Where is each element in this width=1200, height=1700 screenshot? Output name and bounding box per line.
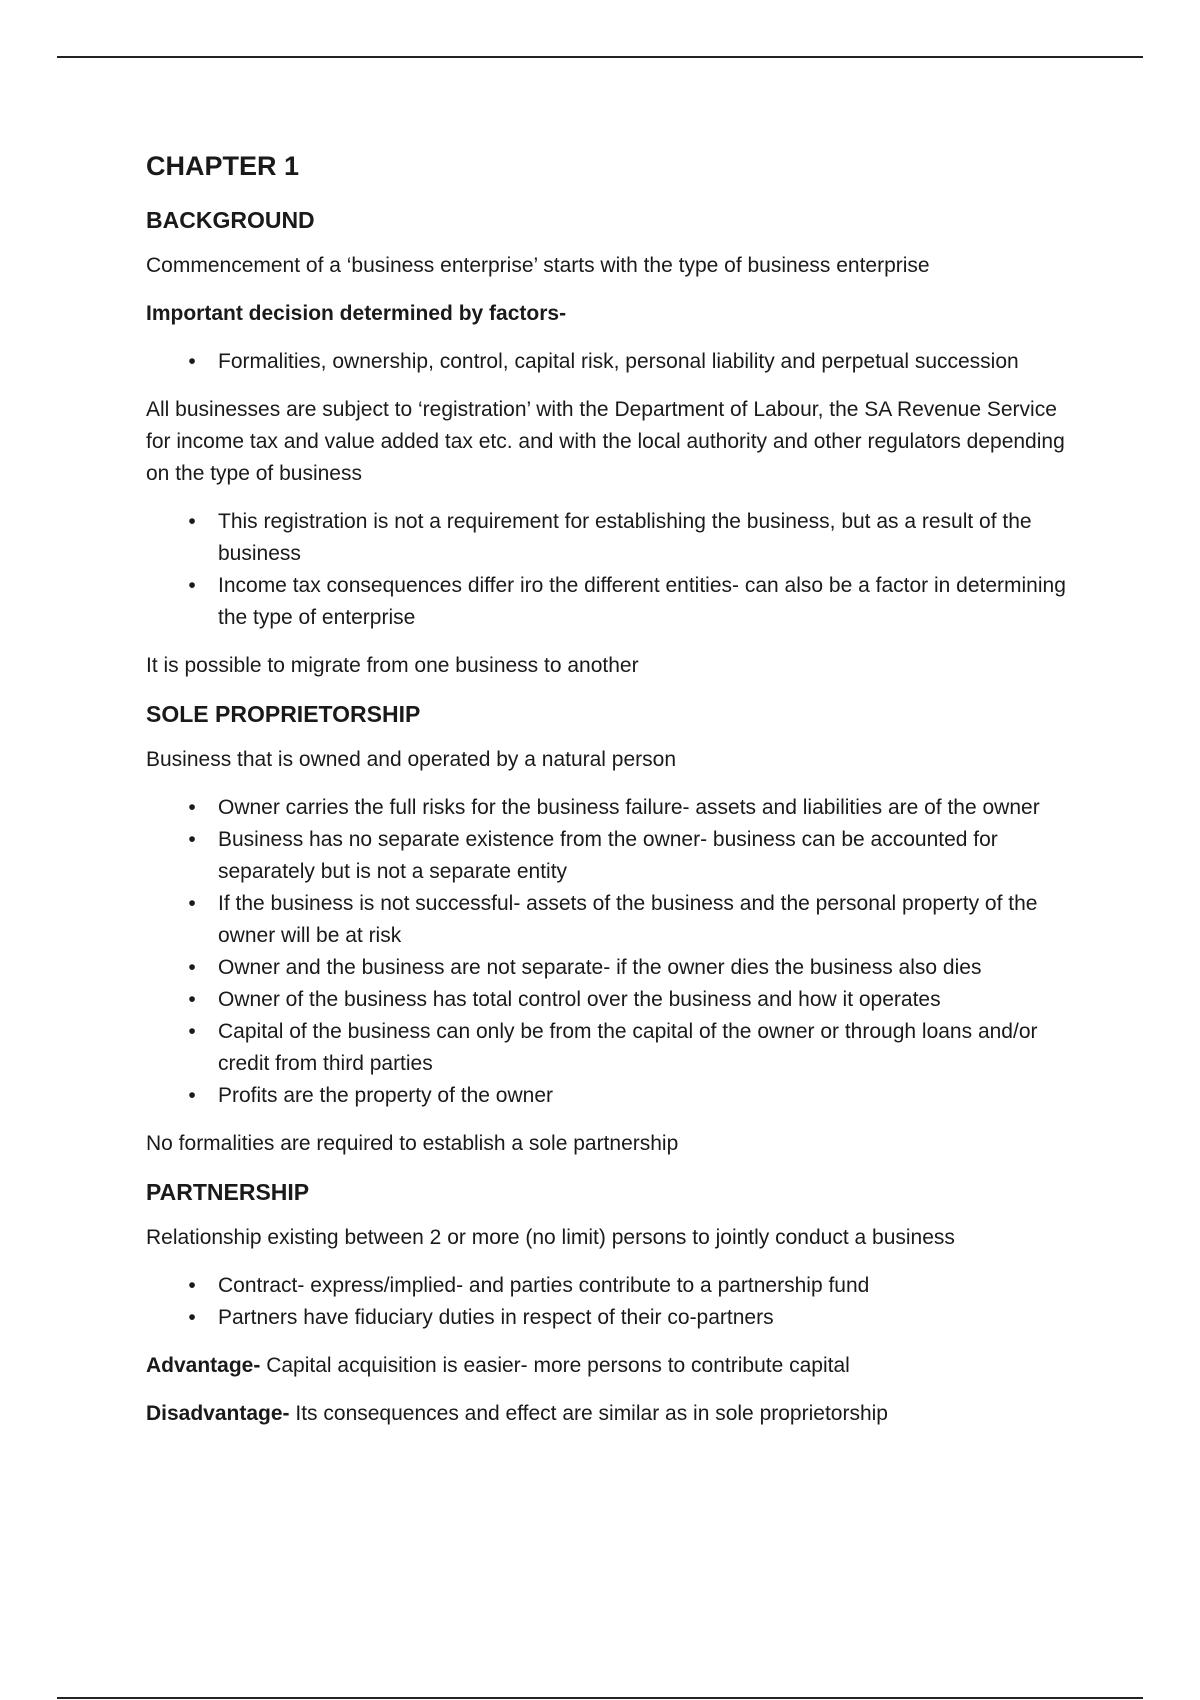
disadvantage-text: Its consequences and effect are similar as in sole proprietorship	[289, 1402, 888, 1425]
partnership-list	[146, 1270, 1066, 1334]
disadvantage-paragraph	[146, 1398, 1066, 1430]
page-bottom-rule	[57, 1697, 1143, 1699]
background-heading: BACKGROUND	[146, 207, 315, 233]
bullet-icon: •	[188, 1084, 196, 1107]
partnership-heading: PARTNERSHIP	[146, 1179, 310, 1205]
document-body	[146, 148, 1066, 1446]
sole-proprietorship-list	[146, 792, 1066, 1112]
partnership-intro: Relationship existing between 2 or more (no limit) persons to jointly conduct a business	[146, 1226, 955, 1249]
bullet-icon: •	[188, 956, 196, 979]
migration-paragraph: It is possible to migrate from one business to another	[146, 654, 639, 677]
list-item: • Owner of the business has total control over the business and how it operates	[218, 984, 1066, 1016]
bullet-icon: •	[188, 828, 196, 851]
bullet-icon: •	[188, 892, 196, 915]
sole-proprietorship-intro: Business that is owned and operated by a natural person	[146, 748, 677, 771]
bullet-icon: •	[188, 350, 196, 373]
chapter-title: CHAPTER 1	[146, 151, 300, 181]
list-item: • Business has no separate existence from the owner- business can be accounted for separately but is not a separate entity	[218, 824, 1066, 888]
page-top-rule	[57, 56, 1143, 58]
list-item: • Profits are the property of the owner	[218, 1080, 1066, 1112]
bullet-icon: •	[188, 1020, 196, 1043]
list-item: • Income tax consequences differ iro the different entities- can also be a factor in determining the type of enterprise	[218, 570, 1066, 634]
advantage-label: Advantage-	[146, 1354, 261, 1377]
bullet-icon: •	[188, 574, 196, 597]
decision-label: Important decision determined by factors-	[146, 302, 567, 325]
bullet-icon: •	[188, 796, 196, 819]
list-item: • Contract- express/implied- and parties contribute to a partnership fund	[218, 1270, 1066, 1302]
bullet-icon: •	[188, 988, 196, 1011]
bullet-icon: •	[188, 510, 196, 533]
list-item: • Formalities, ownership, control, capital risk, personal liability and perpetual succession	[218, 346, 1066, 378]
registration-list	[146, 506, 1066, 634]
bullet-icon: •	[188, 1306, 196, 1329]
list-item: • Partners have fiduciary duties in respect of their co-partners	[218, 1302, 1066, 1334]
advantage-text: Capital acquisition is easier- more persons to contribute capital	[260, 1354, 850, 1377]
list-item: • This registration is not a requirement for establishing the business, but as a result of the business	[218, 506, 1066, 570]
sole-proprietorship-heading: SOLE PROPRIETORSHIP	[146, 701, 421, 727]
background-intro: Commencement of a ‘business enterprise’ starts with the type of business enterprise	[146, 254, 930, 277]
factors-list	[146, 346, 1066, 378]
sole-proprietorship-closing: No formalities are required to establish a sole partnership	[146, 1132, 679, 1155]
disadvantage-label: Disadvantage-	[146, 1402, 290, 1425]
list-item: • Owner carries the full risks for the business failure- assets and liabilities are of the owner	[218, 792, 1066, 824]
list-item: • Capital of the business can only be from the capital of the owner or through loans and/or credit from third parties	[218, 1016, 1066, 1080]
bullet-icon: •	[188, 1274, 196, 1297]
list-item: • Owner and the business are not separate- if the owner dies the business also dies	[218, 952, 1066, 984]
advantage-paragraph	[146, 1350, 1066, 1382]
registration-paragraph: All businesses are subject to ‘registration’ with the Department of Labour, the SA Revenue Service for income tax and value added tax etc. and with the local authority and other regulators depending on the type of business	[146, 398, 1065, 485]
list-item: • If the business is not successful- assets of the business and the personal property of the owner will be at risk	[218, 888, 1066, 952]
